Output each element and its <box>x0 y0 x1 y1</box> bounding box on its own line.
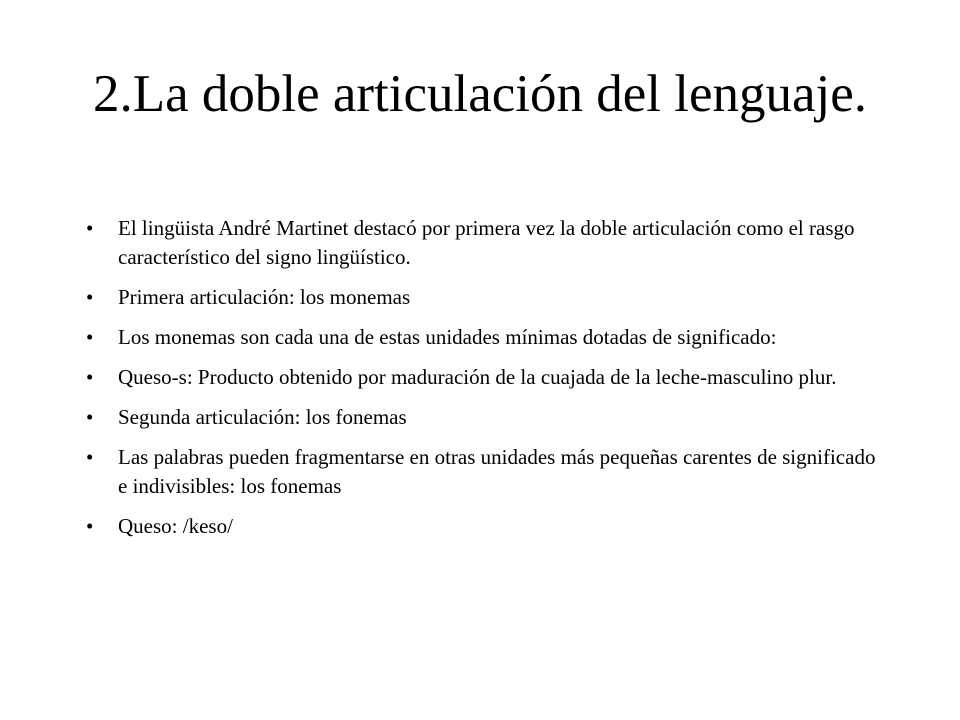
bullet-item-4 <box>86 363 886 392</box>
bullet-text: Primera articulación: los monemas <box>118 285 411 309</box>
bullet-item-6 <box>86 443 886 501</box>
bullet-dot-icon: • <box>86 365 94 389</box>
bullet-text: Los monemas son cada una de estas unidades mínimas dotadas de significado: <box>118 325 777 349</box>
bullet-dot-icon: • <box>86 285 94 309</box>
bullet-item-2 <box>86 283 886 312</box>
bullet-list <box>86 214 886 552</box>
bullet-item-7 <box>86 512 886 541</box>
bullet-item-1 <box>86 214 886 272</box>
bullet-dot-icon: • <box>86 514 94 538</box>
bullet-item-3 <box>86 323 886 352</box>
bullet-item-5 <box>86 403 886 432</box>
bullet-dot-icon: • <box>86 405 94 429</box>
slide-title: 2.La doble articulación del lenguaje. <box>92 65 868 123</box>
bullet-text: Segunda articulación: los fonemas <box>118 405 407 429</box>
bullet-text: El lingüista André Martinet destacó por primera vez la doble articulación como el rasgo característico del signo lingüístico. <box>118 216 855 269</box>
bullet-text: Queso: /keso/ <box>118 514 233 538</box>
bullet-text: Queso-s: Producto obtenido por maduración de la cuajada de la leche-masculino plur. <box>118 365 837 389</box>
bullet-dot-icon: • <box>86 216 94 240</box>
bullet-dot-icon: • <box>86 325 94 349</box>
bullet-text: Las palabras pueden fragmentarse en otras unidades más pequeñas carentes de significado e indivisibles: los fonemas <box>118 445 876 498</box>
bullet-dot-icon: • <box>86 445 94 469</box>
